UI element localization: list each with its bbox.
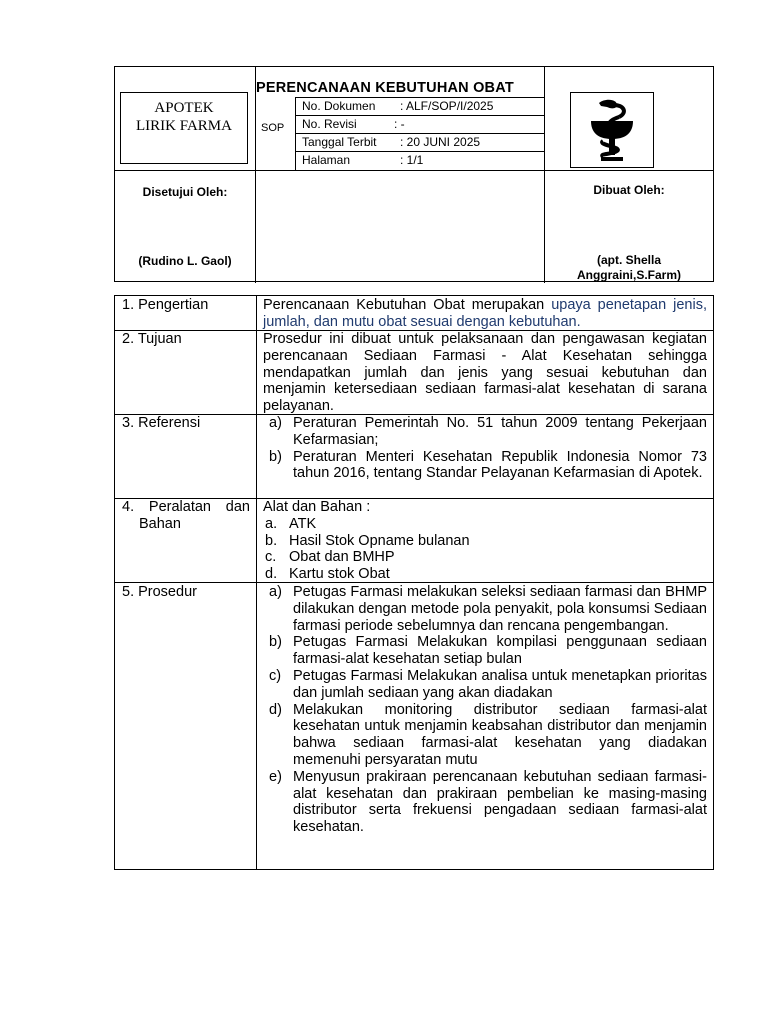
- bowl-of-hygieia-icon: [577, 97, 647, 165]
- list-marker: a.: [265, 515, 278, 532]
- meta-value: : -: [394, 117, 405, 131]
- apotek-line-2: LIRIK FARMA: [136, 118, 232, 134]
- meta-label: Halaman: [302, 153, 351, 167]
- list-marker: a): [269, 584, 282, 600]
- list-text: Obat dan BMHP: [289, 549, 395, 566]
- pengertian-text-highlight: upaya penetapan jenis, jumlah, dan mutu obat sesuai dengan kebutuhan.: [263, 297, 707, 330]
- list-item: [263, 584, 707, 634]
- section-label-tujuan: 2. Tujuan: [122, 331, 182, 347]
- apotek-line-1: APOTEK: [154, 100, 214, 116]
- meta-row-revision: [295, 115, 545, 133]
- list-item: [263, 449, 707, 483]
- list-text: Peraturan Pemerintah No. 51 tahun 2009 tentang Pekerjaan Kefarmasian;: [293, 415, 707, 448]
- list-marker: d): [269, 701, 282, 718]
- list-marker: e): [269, 768, 282, 785]
- sop-label: SOP: [261, 122, 285, 134]
- list-item: [263, 668, 707, 702]
- apotek-name-box: [120, 92, 248, 164]
- list-marker: a): [269, 415, 282, 431]
- pharmacy-logo-box: [570, 92, 654, 168]
- pengertian-text: Perencanaan Kebutuhan Obat merupakan: [263, 297, 552, 313]
- meta-value: : ALF/SOP/I/2025: [400, 99, 494, 113]
- meta-row-document-number: [295, 97, 545, 115]
- section-content-peralatan: [263, 499, 707, 583]
- meta-row-issue-date: [295, 133, 545, 151]
- header-divider-1: [255, 67, 256, 283]
- meta-label: No. Dokumen: [302, 99, 376, 113]
- section-content-prosedur: [263, 584, 707, 836]
- meta-value: : 1/1: [400, 153, 424, 167]
- made-by-label: Dibuat Oleh:: [593, 183, 665, 197]
- list-text: Menyusun prakiraan perencanaan kebutuhan sediaan farmasi-alat kesehatan dan prakiraan pembelian ke masing-masing distributor serta frekuensi pengadaan sediaan farmasi-alat kesehatan.: [293, 768, 707, 836]
- list-item: [263, 549, 707, 566]
- list-marker: b): [269, 634, 282, 651]
- header-table: [114, 66, 714, 282]
- list-item: [263, 702, 707, 769]
- list-text: Petugas Farmasi Melakukan analisa untuk menetapkan prioritas dan jumlah sediaan yang akan diadakan: [293, 667, 707, 701]
- made-by-name-line-1: (apt. Shella: [596, 253, 661, 267]
- list-text: Hasil Stok Opname bulanan: [289, 532, 470, 549]
- list-item: [263, 566, 707, 583]
- list-item: [263, 634, 707, 668]
- list-text: Petugas Farmasi melakukan seleksi sediaan farmasi dan BHMP dilakukan dengan metode pola penyakit, pola konsumsi Sediaan farmasi periode sebelumnya dan rencana pengembangan.: [293, 584, 707, 634]
- list-marker: c.: [265, 549, 277, 566]
- list-text: Kartu stok Obat: [289, 566, 390, 583]
- section-label-prosedur: 5. Prosedur: [122, 584, 197, 600]
- header-row-divider: [115, 170, 713, 171]
- section-label-pengertian: 1. Pengertian: [122, 297, 209, 313]
- section-content-referensi: [263, 415, 707, 482]
- made-by-name-line-2: Anggraini,S.Farm): [576, 268, 681, 282]
- list-text: ATK: [289, 515, 317, 532]
- list-marker: c): [269, 667, 282, 684]
- meta-row-page: [295, 151, 545, 170]
- approved-by-name: (Rudino L. Gaol): [138, 254, 232, 268]
- list-text: Petugas Farmasi Melakukan kompilasi penggunaan sediaan farmasi-alat kesehatan setiap bulan: [293, 634, 707, 668]
- list-marker: d.: [265, 566, 278, 583]
- list-marker: b.: [265, 532, 278, 549]
- approved-by-label: Disetujui Oleh:: [142, 185, 228, 199]
- section-label-referensi: 3. Referensi: [122, 415, 201, 431]
- list-marker: b): [269, 448, 282, 465]
- list-item: [263, 415, 707, 449]
- list-item: [263, 769, 707, 836]
- list-item: [263, 533, 707, 550]
- procedure-table: [114, 295, 714, 870]
- list-text: Peraturan Menteri Kesehatan Republik Indonesia Nomor 73 tahun 2016, tentang Standar Pelayanan Kefarmasian di Apotek.: [293, 448, 707, 482]
- document-title: PERENCANAAN KEBUTUHAN OBAT: [256, 80, 514, 96]
- section-label-peralatan: 4. Peralatan dan: [122, 499, 250, 515]
- meta-label: Tanggal Terbit: [302, 135, 377, 149]
- list-text: Melakukan monitoring distributor sediaan farmasi-alat kesehatan untuk menjamin keabsahan distributor dan menjamin bahwa sediaan farmasi-alat kesehatan yang diadakan memenuhi persyaratan mutu: [293, 701, 707, 768]
- list-item: [263, 516, 707, 533]
- section-content-tujuan: Prosedur ini dibuat untuk pelaksanaan dan pengawasan kegiatan perencanaan Sediaan Farmasi - Alat Kesehatan sehingga mendapatkan jumlah dan jenis yang sesuai kebutuhan dan menjamin ketersediaan sediaan farmasi-alat kesehatan di sarana pelayanan.: [263, 331, 707, 415]
- meta-value: : 20 JUNI 2025: [400, 135, 481, 149]
- section-content-pengertian: [263, 297, 707, 331]
- peralatan-heading: Alat dan Bahan :: [263, 499, 371, 515]
- made-by-name: [545, 253, 713, 283]
- meta-label: No. Revisi: [302, 117, 357, 131]
- section-label-peralatan-2: Bahan: [139, 516, 181, 532]
